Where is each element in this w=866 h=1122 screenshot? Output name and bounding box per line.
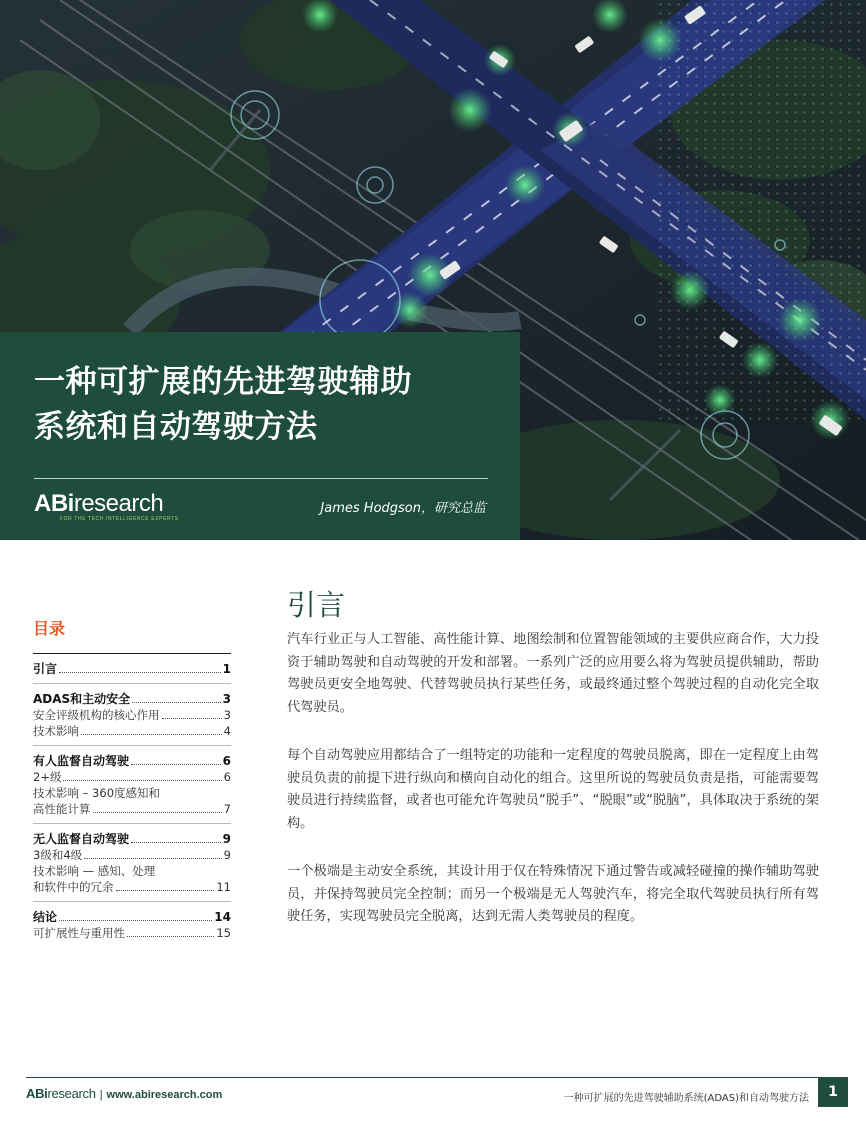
toc-subentry[interactable]: 2+级 6 (33, 770, 231, 784)
toc-entry[interactable]: ADAS和主动安全 3 (33, 692, 231, 706)
footer-separator: | (99, 1089, 103, 1101)
report-title (34, 360, 504, 450)
page-number: 1 (818, 1077, 848, 1107)
abi-research-logo (34, 490, 179, 522)
toc-group-supervised (33, 746, 231, 824)
toc-group-unsupervised (33, 824, 231, 902)
footer-url-link[interactable]: www.abiresearch.com (106, 1089, 223, 1101)
toc-entry[interactable]: 无人监督自动驾驶 9 (33, 832, 231, 846)
report-title-line-1: 一种可扩展的先进驾驶辅助 (34, 364, 412, 400)
toc-heading: 目录 (33, 619, 66, 638)
paragraph: 汽车行业正与人工智能、高性能计算、地图绘制和位置智能领域的主要供应商合作，大力投资于辅助驾驶和自动驾驶的开发和部署。一系列广泛的应用要么将为驾驶员提供辅助，帮助驾驶员更安全地驾驶、代替驾驶员执行某些任务，或最终通过整个驾驶过程的自动化完全取代驾驶员。 (287, 632, 819, 715)
toc-entry[interactable]: 结论 14 (33, 910, 231, 924)
table-of-contents (33, 616, 231, 947)
intro-body (287, 629, 819, 955)
footer-doc-title: 一种可扩展的先进驾驶辅助系统(ADAS)和自动驾驶方法 (563, 1093, 809, 1104)
footer-divider (26, 1077, 822, 1078)
toc-group-conclusion (33, 902, 231, 947)
toc-subentry[interactable]: 技术影响 — 感知、处理 和软件中的冗余 11 (33, 864, 231, 894)
toc-subentry[interactable]: 安全评级机构的核心作用 3 (33, 708, 231, 722)
toc-entry[interactable]: 有人监督自动驾驶 6 (33, 754, 231, 768)
title-panel (0, 332, 520, 540)
logo-bold: ABi (34, 490, 74, 517)
logo-light: research (73, 490, 164, 517)
logo-tagline: FOR THE TECH INTELLIGENCE EXPERTS (60, 516, 179, 522)
section-title: 引言 (287, 588, 346, 622)
paragraph: 每个自动驾驶应用都结合了一组特定的功能和一定程度的驾驶员脱离，即在一定程度上由驾驶员负责的前提下进行纵向和横向自动化的组合。这里所说的驾驶员负责是指，可能需要驾驶员进行持续监督，或者也可能允许驾驶员“脱手”、“脱眼”或“脱脑”，具体取决于系统的架构。 (287, 748, 819, 831)
footer-brand (26, 1086, 222, 1101)
title-divider (34, 478, 488, 479)
toc-subentry[interactable]: 技术影响 – 360度感知和 高性能计算 7 (33, 786, 231, 816)
report-title-line-2: 系统和自动驾驶方法 (34, 409, 318, 445)
toc-group-adas (33, 684, 231, 746)
toc-entry[interactable]: 引言 1 (33, 662, 231, 676)
author-byline: James Hodgson，研究总监 (320, 501, 486, 516)
dot-pattern (656, 0, 866, 420)
footer-logo: ABiresearch (26, 1086, 96, 1101)
paragraph: 一个极端是主动安全系统，其设计用于仅在特殊情况下通过警告或减轻碰撞的操作辅助驾驶员，并保持驾驶员完全控制；而另一个极端是无人驾驶汽车，将完全取代驾驶员执行所有驾驶任务，实现驾驶员完全脱离，达到无需人类驾驶员的程度。 (287, 864, 819, 924)
toc-group-intro (33, 653, 231, 684)
toc-subentry[interactable]: 技术影响 4 (33, 724, 231, 738)
toc-subentry[interactable]: 3级和4级 9 (33, 848, 231, 862)
toc-subentry[interactable]: 可扩展性与重用性 15 (33, 926, 231, 940)
